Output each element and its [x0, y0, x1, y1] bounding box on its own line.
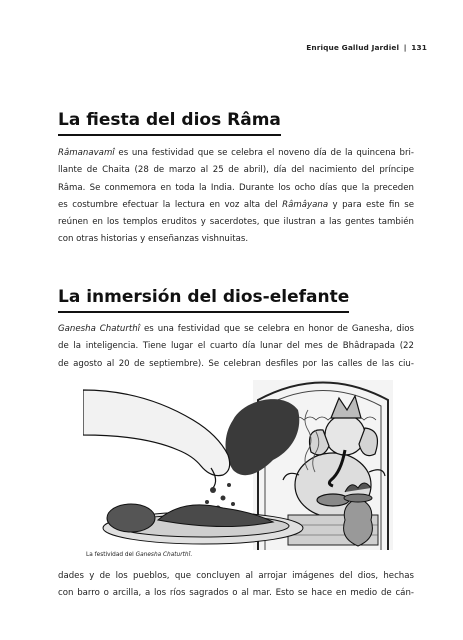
- paragraph-line: [58, 162, 414, 179]
- line-text: de la inteligencia. Tiene lugar el cuarto día lunar del mes de Bhâdrapada (22: [58, 341, 414, 352]
- line-text: dades y de los pueblos, que concluyen al arrojar imágenes del dios, hechas: [58, 571, 414, 581]
- section-title-text: La fiesta del dios Râma: [58, 110, 281, 130]
- paragraph-line: [58, 180, 414, 197]
- section-title-rama: [58, 110, 281, 130]
- paragraph-line: [58, 214, 414, 231]
- line-text: es una festividad que se celebra en honor de Ganesha, dios: [140, 324, 414, 334]
- title-underline: [58, 134, 281, 136]
- paragraph-line: [58, 568, 414, 585]
- line-text: llante de Chaita (28 de marzo al 25 de abril), día del nacimiento del príncipe: [58, 165, 414, 176]
- paragraph-line: [58, 231, 414, 248]
- paragraph-ganesha-continued: [58, 568, 414, 603]
- header-page-number: 131: [411, 43, 427, 52]
- line-text: es costumbre efectuar la lectura en voz alta del: [58, 199, 283, 210]
- section-title-ganesha: [58, 287, 349, 307]
- line-text: y para este fin se: [328, 199, 415, 210]
- caption-suffix: .: [190, 552, 193, 558]
- title-underline: [58, 311, 349, 313]
- line-text: reúnen en los templos eruditos y sacerdotes, que ilustran a las gentes también: [58, 217, 414, 228]
- line-text: Râma. Se conmemora en toda la India. Durante los ocho días que la preceden: [58, 182, 414, 193]
- running-header: [306, 43, 427, 52]
- paragraph-line: [58, 197, 414, 214]
- section-title-text: La inmersión del dios-elefante: [58, 287, 350, 307]
- paragraph-line: [58, 321, 414, 338]
- figure-caption: [86, 552, 192, 558]
- ganesha-illustration: [83, 380, 393, 550]
- paragraph-line: [58, 356, 414, 373]
- line-text: es una festividad que se celebra el noveno día de la quincena bri-: [114, 148, 414, 158]
- header-separator: |: [403, 43, 407, 52]
- caption-italic: Ganesha Chaturthî: [135, 552, 191, 558]
- header-author: Enrique Gallud Jardiel: [306, 43, 400, 52]
- line-text: con barro o arcilla, a los ríos sagrados o al mar. Esto se hace en medio de cán-: [58, 588, 414, 599]
- caption-text: La festividad del: [86, 552, 136, 558]
- line-text: de agosto al 20 de septiembre). Se celebran desfiles por las calles de las ciu-: [58, 358, 414, 369]
- paragraph-line: [58, 585, 414, 602]
- italic-term: Râmanavamî: [58, 148, 115, 158]
- italic-term: Ganesha Chaturthî: [58, 324, 141, 334]
- paragraph-line: [58, 338, 414, 355]
- paragraph-rama: [58, 145, 414, 249]
- ganesha-idol-offering-illustration: [83, 380, 393, 550]
- paragraph-line: [58, 145, 414, 162]
- italic-term: Râmâyana: [282, 199, 329, 210]
- paragraph-ganesha: [58, 321, 414, 373]
- line-text: con otras historias y enseñanzas vishnuitas.: [58, 234, 249, 245]
